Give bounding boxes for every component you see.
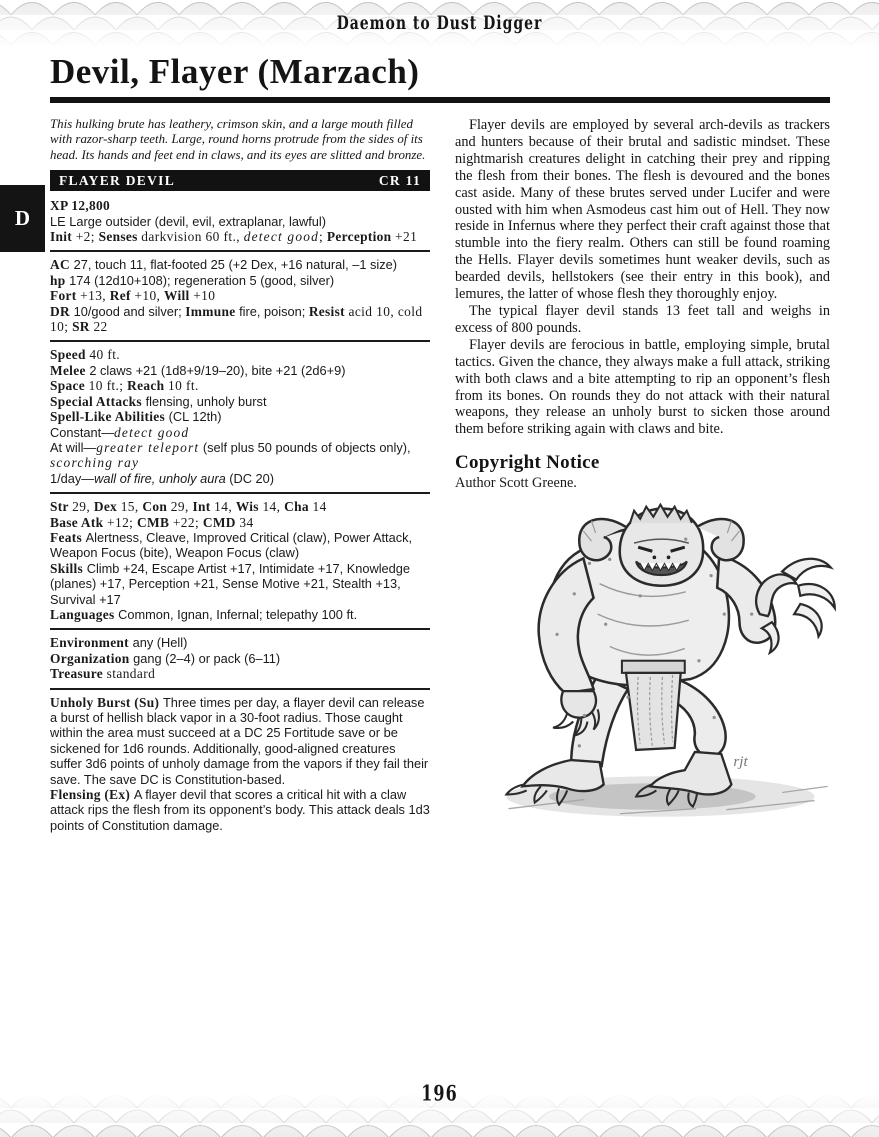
stat-line: hp 174 (12d10+108); regeneration 5 (good, silver) [50, 272, 335, 288]
stat-line: Languages Common, Ignan, Infernal; telepathy 100 ft. [50, 606, 358, 622]
flavor-text: This hulking brute has leathery, crimson skin, and a large mouth filled with razor-sharp teeth. Large, round horns protrude from the sides of its head. Its hands and feet end in claws, and its eyes are slitted and bronze. [50, 117, 426, 162]
stat-line: Melee 2 claws +21 (1d8+9/19–20), bite +21 (2d6+9) [50, 362, 346, 378]
stat-line: Base Atk +12; CMB +22; CMD 34 [50, 514, 254, 530]
lore-paragraph-1: Flayer devils are employed by several arch-devils as trackers and hunters because of their brutal and sadistic mindset. These nightmarish creatures delight in catching their prey and ripping the flesh from their bones. The flesh is devoured and the bones cast aside. Many of these brutes served under Lucifer and were ousted with him when Asmodeus cast him out of Hell. They now reside in Infernus where they perfect their craft against those that stumble into the fiery realm. Others can still be found roaming the Hells. Flayer devils sometimes hunt weaker devils, such as bearded devils, hellstokers (see their entry in this book), and lemures, the latter of whose flesh they thoroughly enjoy. [455, 117, 830, 303]
copyright-author: Author Scott Greene. [455, 475, 577, 492]
lore-paragraph-2: The typical flayer devil stands 13 feet tall and weighs in excess of 800 pounds. [455, 302, 830, 336]
stat-line: Special Attacks flensing, unholy burst [50, 393, 267, 409]
statblock-section [50, 492, 430, 628]
stat-line: Treasure standard [50, 666, 156, 682]
stat-line: Spell-Like Abilities (CL 12th) [50, 409, 222, 425]
stat-line: Init +2; Senses darkvision 60 ft., detect good; Perception +21 [50, 229, 418, 245]
artist-signature: rjt [733, 753, 748, 771]
right-column [455, 117, 830, 492]
section-tab [0, 185, 45, 252]
left-column [50, 117, 430, 839]
stat-line: Skills Climb +24, Escape Artist +17, Intimidate +17, Knowledge (planes) +17, Perception +21, Sense Motive +21, Stealth +13, Survival +17 [50, 560, 411, 607]
stat-line: Fort +13, Ref +10, Will +10 [50, 288, 216, 304]
statblock-section [50, 688, 430, 840]
stat-line: Environment any (Hell) [50, 635, 188, 651]
challenge-rating: CR 11 [378, 172, 421, 188]
stat-line: XP 12,800 [50, 198, 110, 214]
creature-illustration [478, 462, 853, 827]
monster-name: FLAYER DEVIL [59, 172, 175, 188]
statblock-section [50, 193, 430, 250]
statblock-section [50, 250, 430, 340]
page-number: 196 [421, 1080, 458, 1106]
lore-paragraph-3: Flayer devils are ferocious in battle, employing simple, brutal tactics. Given the chance, they always make a full attack, striking with both claws and a bite attempting to rip an opponent’s flesh from its bones. On rounds they do not attack with their natural weapons, they release an unholy burst to sicken those around them before striking again with claws and bite. [455, 336, 830, 438]
statblock-sections [50, 193, 430, 839]
stat-line: AC 27, touch 11, flat-footed 25 (+2 Dex, +16 natural, –1 size) [50, 257, 398, 273]
statblock-section [50, 628, 430, 687]
stat-line: Unholy Burst (Su) Three times per day, a flayer devil can release a burst of hellish black vapor in a 30-foot radius. Those caught within the area must succeed at a DC 25 Fortitude save or be sickened for 1d6 rounds. Additionally, good-aligned creatures suffer 3d6 points of unholy damage from the vapors if they fail their save. The save DC is Constitution-based. [50, 694, 429, 787]
running-header: Daemon to Dust Digger [336, 13, 543, 35]
stat-line: Feats Alertness, Cleave, Improved Critical (claw), Power Attack, Weapon Focus (bite), Weapon Focus (claw) [50, 529, 413, 561]
statblock-section [50, 340, 430, 492]
stat-line: Str 29, Dex 15, Con 29, Int 14, Wis 14, Cha 14 [50, 499, 327, 515]
stat-line: Speed 40 ft. [50, 347, 121, 363]
stat-line: Organization gang (2–4) or pack (6–11) [50, 650, 281, 666]
flayer-devil-drawing [478, 462, 853, 827]
stat-line: LE Large outsider (devil, evil, extraplanar, lawful) [50, 213, 326, 229]
title-rule [50, 97, 830, 103]
stat-line: DR 10/good and silver; Immune fire, poison; Resist acid 10, cold 10; SR 22 [50, 303, 423, 335]
page-title: Devil, Flayer (Marzach) [50, 52, 420, 91]
statblock-header-bar [50, 170, 430, 191]
stat-line: 1/day—wall of fire, unholy aura (DC 20) [50, 470, 275, 486]
stat-line: At will—greater teleport (self plus 50 pounds of objects only), scorching ray [50, 439, 411, 471]
copyright-heading: Copyright Notice [455, 452, 600, 474]
stat-line: Flensing (Ex) A flayer devil that scores a critical hit with a claw attack rips the flesh from its opponent’s body. This attack deals 1d3 points of Constitution damage. [50, 787, 430, 833]
stat-line: Space 10 ft.; Reach 10 ft. [50, 378, 199, 394]
section-tab-letter: D [14, 206, 31, 230]
stat-line: Constant—detect good [50, 424, 190, 440]
